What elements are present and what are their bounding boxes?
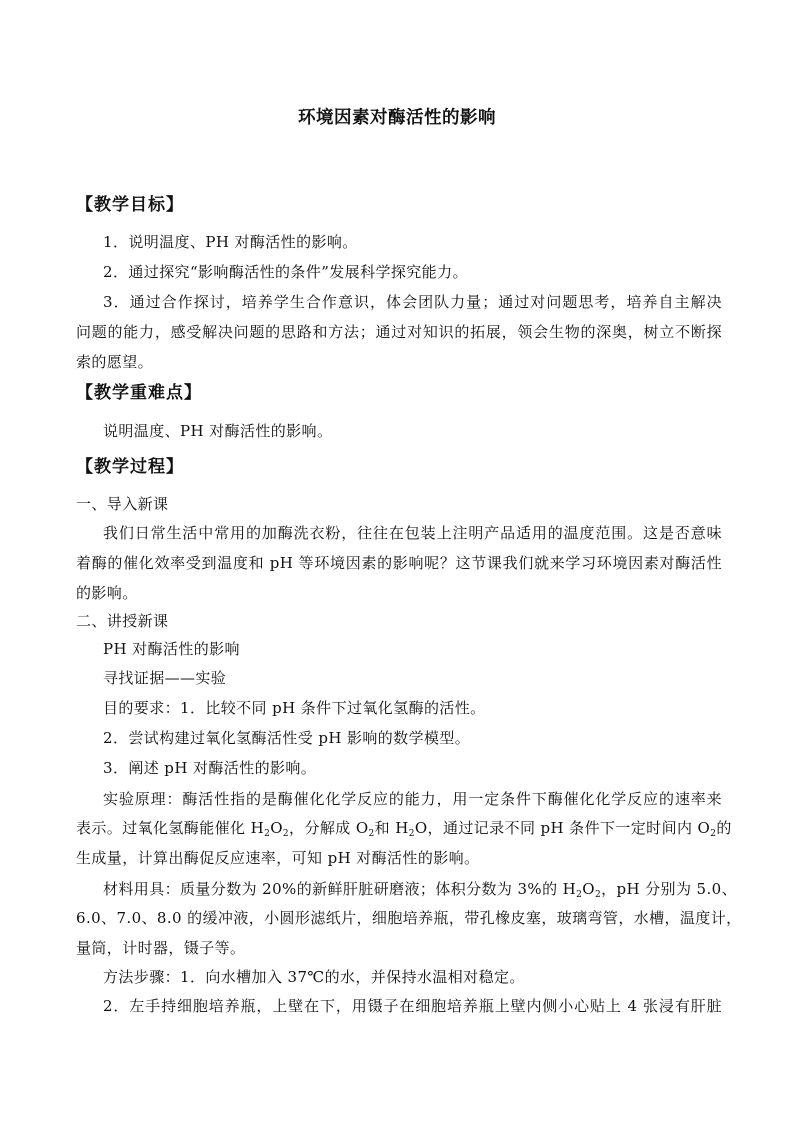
goal-item-3: 3．阐述 pH 对酶活性的影响。: [103, 759, 317, 777]
steps-line-2: 2．左手持细胞培养瓶，上壁在下，用镊子在细胞培养瓶上壁内侧小心贴上 4 张浸有肝脏: [103, 997, 722, 1015]
heading-process: 【教学过程】: [76, 457, 184, 477]
principle-line-2: 表示。过氧化氢酶能催化 $H_2O_2$，分解成 $O_2$和 $H_2O$，通过记录不同 pH 条件下一定时间内 $O_2$的: [76, 819, 732, 839]
section-2-title: 二、讲授新课: [76, 612, 169, 630]
materials-line-1: 材料用具：质量分数为 20%的新鲜肝脏研磨液；体积分数为 3%的 $H_2O_2$，pH 分别为 5.0、: [103, 880, 737, 900]
goal-item-1: 目的要求：1．比较不同 pH 条件下过氧化氢酶的活性。: [103, 699, 486, 717]
section-1-line-2: 着酶的催化效率受到温度和 pH 等环境因素的影响呢？这节课我们就来学习环境因素对酶活性: [76, 554, 722, 572]
section-1-line-3: 的影响。: [76, 584, 138, 602]
materials-line-2: 6.0、7.0、8.0 的缓冲液，小圆形滤纸片，细胞培养瓶，带孔橡皮塞，玻璃弯管，水槽，温度计，: [76, 909, 742, 927]
steps-line-1: 方法步骤：1．向水槽加入 37℃的水，并保持水温相对稳定。: [103, 968, 525, 986]
objective-item-1: 1．说明温度、PH 对酶活性的影响。: [103, 233, 358, 251]
heading-key-points: 【教学重难点】: [76, 383, 202, 403]
heading-objectives: 【教学目标】: [76, 195, 184, 215]
document-title: 环境因素对酶活性的影响: [298, 108, 496, 128]
goal-item-2: 2．尝试构建过氧化氢酶活性受 pH 影响的数学模型。: [103, 729, 471, 747]
objective-item-3-line-2: 问题的能力，感受解决问题的思路和方法；通过对知识的拓展，领会生物的深奥，树立不断探: [76, 323, 722, 341]
key-points-text: 说明温度、PH 对酶活性的影响。: [103, 422, 333, 440]
objective-item-2: 2．通过探究“影响酶活性的条件”发展科学探究能力。: [103, 263, 468, 281]
evidence-heading: 寻找证据——实验: [103, 669, 227, 687]
ph-section-title: PH 对酶活性的影响: [103, 640, 240, 658]
objective-item-3-line-1: 3．通过合作探讨，培养学生合作意识，体会团队力量；通过对问题思考，培养自主解决: [103, 293, 722, 311]
principle-line-1: 实验原理：酶活性指的是酶催化化学反应的能力，用一定条件下酶催化化学反应的速率来: [103, 790, 722, 808]
section-1-line-1: 我们日常生活中常用的加酶洗衣粉，往往在包装上注明产品适用的温度范围。这是否意味: [103, 524, 722, 542]
principle-line-3: 生成量，计算出酶促反应速率，可知 pH 对酶活性的影响。: [76, 849, 480, 867]
section-1-title: 一、导入新课: [76, 495, 169, 513]
objective-item-3-line-3: 索的愿望。: [76, 353, 154, 371]
materials-line-3: 量筒，计时器，镊子等。: [76, 939, 246, 957]
